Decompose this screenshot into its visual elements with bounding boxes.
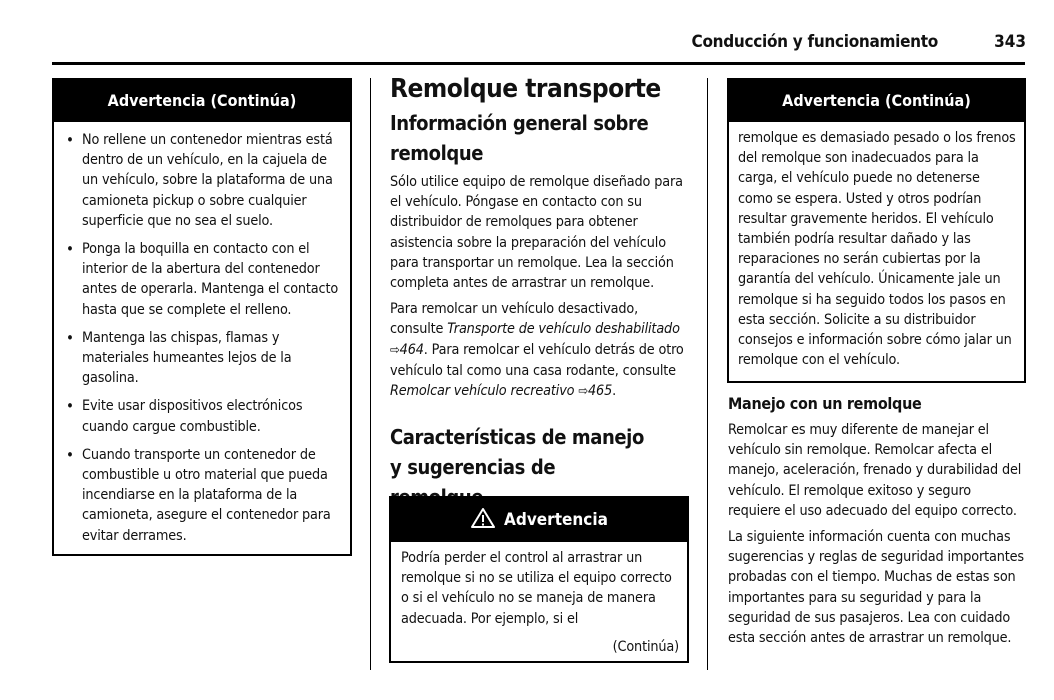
continues-label: (Continúa)	[612, 638, 679, 655]
list-item: • Evite usar dispositivos electrónicos cuando cargue combustible.	[54, 396, 340, 436]
left-warning-bullet-list	[54, 122, 350, 546]
paragraph-sugerencias: La siguiente información cuenta con muchas sugerencias y reglas de seguridad importantes probadas con el tiempo. Muchas de estas son importantes para su seguridad y para la seguridad de sus pasajeros. Lea con cuidado esta sección antes de arrastrar un remolque.	[728, 529, 1024, 647]
right-warning-text: remolque es demasiado pesado o los frenos del remolque son inadecuados para la carga, el vehículo puede no detenerse como se espera. Usted y otros podrían resultar gravemente heridos. El vehículo también podría resultar dañado y las reparaciones no serán cubiertas por la garantía del vehículo. Únicamente jale un remolque si ha seguido todos los pasos en esta sección. Solicite a su distribuidor consejos e información sobre cómo jalar un remolque con el vehículo.	[738, 130, 1016, 369]
paragraph-text: .	[612, 383, 617, 400]
list-item: • Ponga la boquilla en contacto con el interior de la abertura del contenedor antes de operarla. Mantenga el contacto hasta que se complete el relleno.	[54, 239, 340, 320]
list-item: • Cuando transporte un contenedor de combustible u otro material que pueda incendiarse en la plataforma de la camioneta, asegure el contenedor para evitar derrames.	[54, 445, 340, 546]
subsection-title-general: Información general sobre remolque	[390, 111, 649, 165]
page-reference-arrow-icon: ⇨	[578, 384, 588, 400]
link-remolcar-vehiculo-recreativo[interactable]: Remolcar vehículo recreativo	[390, 383, 575, 400]
header-rule	[52, 62, 1025, 65]
page-reference-465[interactable]: 465	[588, 383, 613, 400]
page-reference-464[interactable]: 464	[399, 341, 424, 358]
left-warning-box	[52, 78, 352, 556]
middle-warning-title: Advertencia	[504, 510, 608, 530]
section-title: Remolque transporte	[390, 74, 661, 104]
column-divider-left	[370, 78, 371, 670]
paragraph-text: . Para remolcar el vehículo detrás de otro vehículo tal como una casa rodante, consulte	[390, 341, 684, 379]
paragraph-text: Para remolcar un vehículo desactivado, consulte	[390, 301, 639, 338]
link-transporte-vehiculo-deshabilitado[interactable]: Transporte de vehículo deshabilitado	[447, 321, 680, 338]
column-divider-right	[707, 78, 708, 670]
left-warning-title: Advertencia (Continúa)	[54, 80, 350, 122]
subheading-manejo-remolque: Manejo con un remolque	[728, 394, 922, 413]
running-header-title: Conducción y funcionamiento	[691, 32, 938, 52]
middle-warning-text: Podría perder el control al arrastrar un remolque si no se utiliza el equipo correcto o si el vehículo no se maneja de manera adecuada. Por ejemplo, si el	[401, 550, 672, 627]
paragraph-disabled-vehicle	[390, 299, 692, 402]
list-item: • Mantenga las chispas, flamas y materiales humeantes lejos de la gasolina.	[54, 328, 340, 389]
right-column	[728, 393, 1026, 648]
middle-column	[390, 74, 692, 512]
right-warning-title: Advertencia (Continúa)	[729, 80, 1024, 122]
warning-triangle-icon	[470, 507, 496, 529]
page-reference-arrow-icon: ⇨	[390, 342, 400, 358]
paragraph-manejo: Remolcar es muy diferente de manejar el vehículo sin remolque. Remolcar afecta el manejo, aceleración, frenado y durabilidad del vehículo. El remolque exitoso y seguro requiere el uso adecuado del equipo correcto.	[728, 422, 1022, 519]
paragraph-general-info: Sólo utilice equipo de remolque diseñado para el vehículo. Póngase en contacto con su distribuidor de remolques para obtener asistencia sobre la preparación del vehículo para transportar un remolque. Lea la sección completa antes de arrastrar un remolque.	[390, 174, 683, 292]
middle-warning-header	[391, 498, 687, 542]
subsection-title-handling: Características de manejo y sugerencias de	[390, 425, 644, 480]
list-item: • No rellene un contenedor mientras está dentro de un vehículo, en la cajuela de un vehículo, sobre la plataforma de una camioneta pickup o sobre cualquier superficie que no sea el suelo.	[54, 130, 340, 231]
middle-warning-box	[389, 496, 689, 663]
right-warning-box	[727, 78, 1026, 383]
page-number: 343	[994, 32, 1026, 52]
